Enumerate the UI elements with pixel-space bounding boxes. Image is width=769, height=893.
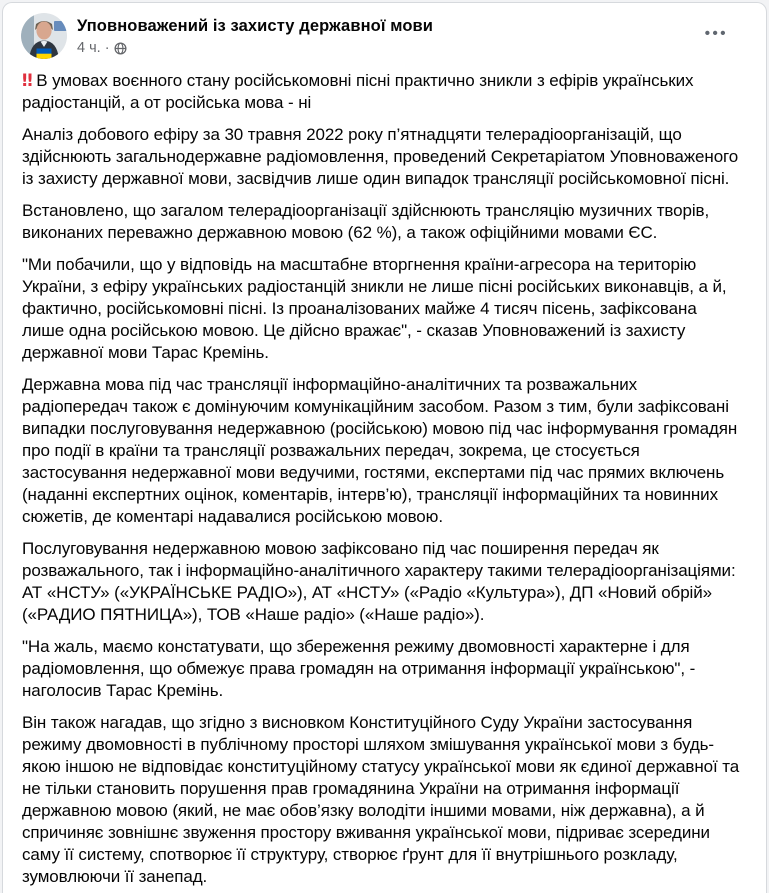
page-name-link[interactable]: Уповноважений із захисту державної мови: [77, 17, 433, 35]
post-paragraph: Аналіз добового ефіру за 30 травня 2022 року п’ятнадцяти телерадіоорганізацій, що здійснюють загальнодержавне радіомовлення, проведений Секретаріатом Уповноваженого із захисту державної мови, засвідчив лише один випадок трансляції російськомовної пісні.: [22, 125, 739, 188]
facebook-post-card: [2, 2, 767, 893]
meta-separator: ·: [104, 40, 110, 56]
post-header: [3, 3, 766, 59]
post-header-text: [77, 13, 699, 58]
post-paragraph: Послуговування недержавною мовою зафіксовано під час поширення передач як розважального, так і інформаційно-аналітичного характеру такими телерадіоорганізаціями: АТ «НСТУ» («УКРАЇНСЬКЕ РАДІО»), АТ «НСТУ» («Радіо «Культура»), ДП «Новий обрій» («РАДИО ПЯТНИЦА»), ТОВ «Наше радіо» («Наше радіо»).: [22, 539, 736, 624]
post-text: [3, 59, 766, 893]
post-paragraph: Він також нагадав, що згідно з висновком Конституційного Суду України застосування режиму двомовності в публічному просторі шляхом змішування української мови з будь-якою іншою не відповідає конституційному статусу української мови як єдиної державної та не тільки становить порушення прав громадянина України на отримання інформації державною мовою (який, не має обов’язку володіти іншими мовами, ніж державна), а й спричиняє зовнішнє звуження простору вживання української мови, підриває зсередини саму її систему, спотворює її структуру, створює ґрунт для її внутрішнього розкладу, зумовлюючи її занепад.: [22, 713, 740, 886]
post-paragraph: "На жаль, маємо констатувати, що збереження режиму двомовності характерне і для радіомовлення, що обмежує права громадян на отримання інформації українською", - наголосив Тарас Кремінь.: [22, 637, 696, 700]
post-paragraph-text: В умовах воєнного стану російськомовні пісні практично зникли з ефірів українських радіостанцій, а от російська мова - ні: [22, 71, 694, 112]
post-paragraph: Встановлено, що загалом телерадіоорганізації здійснюють трансляцію музичних творів, виконаних переважно державною мовою (62 %), а також офіційними мовами ЄС.: [22, 201, 710, 242]
post-meta: [77, 39, 699, 58]
avatar[interactable]: [21, 13, 67, 59]
double-exclamation-emoji: ‼: [22, 71, 32, 91]
globe-privacy-icon: [114, 42, 127, 55]
post-paragraph: [22, 70, 740, 114]
post-paragraph: Державна мова під час трансляції інформаційно-аналітичних та розважальних радіопередач також є домінуючим комунікаційним засобом. Разом з тим, були зафіксовані випадки послуговування недержавною (російською) мовою під час інформування громадян про події в країни та трансляції розважальних передач, зокрема, це стосується застосування недержавної мови ведучими, гостями, експертами під час прямих включень (наданні експертних оцінок, коментарів, інтерв’ю), трансляції інформаційних та новинних сюжетів, де коментарі надавалися російською мовою.: [22, 375, 738, 526]
post-timestamp[interactable]: 4 ч.: [77, 40, 101, 56]
avatar-photo: [21, 13, 67, 59]
post-paragraph: "Ми побачили, що у відповідь на масштабне вторгнення країни-агресора на територію України, з ефіру українських радіостанцій зникли не лише пісні російських виконавців, а й, фактично, російськомовні пісні. Із проаналізованих майже 4 тисяч пісень, зафіксована лише одна російською мовою. Це дійсно вражає", - сказав Уповноважений із захисту державної мови Тарас Кремінь.: [22, 255, 727, 362]
more-options-button[interactable]: •••: [704, 25, 728, 42]
